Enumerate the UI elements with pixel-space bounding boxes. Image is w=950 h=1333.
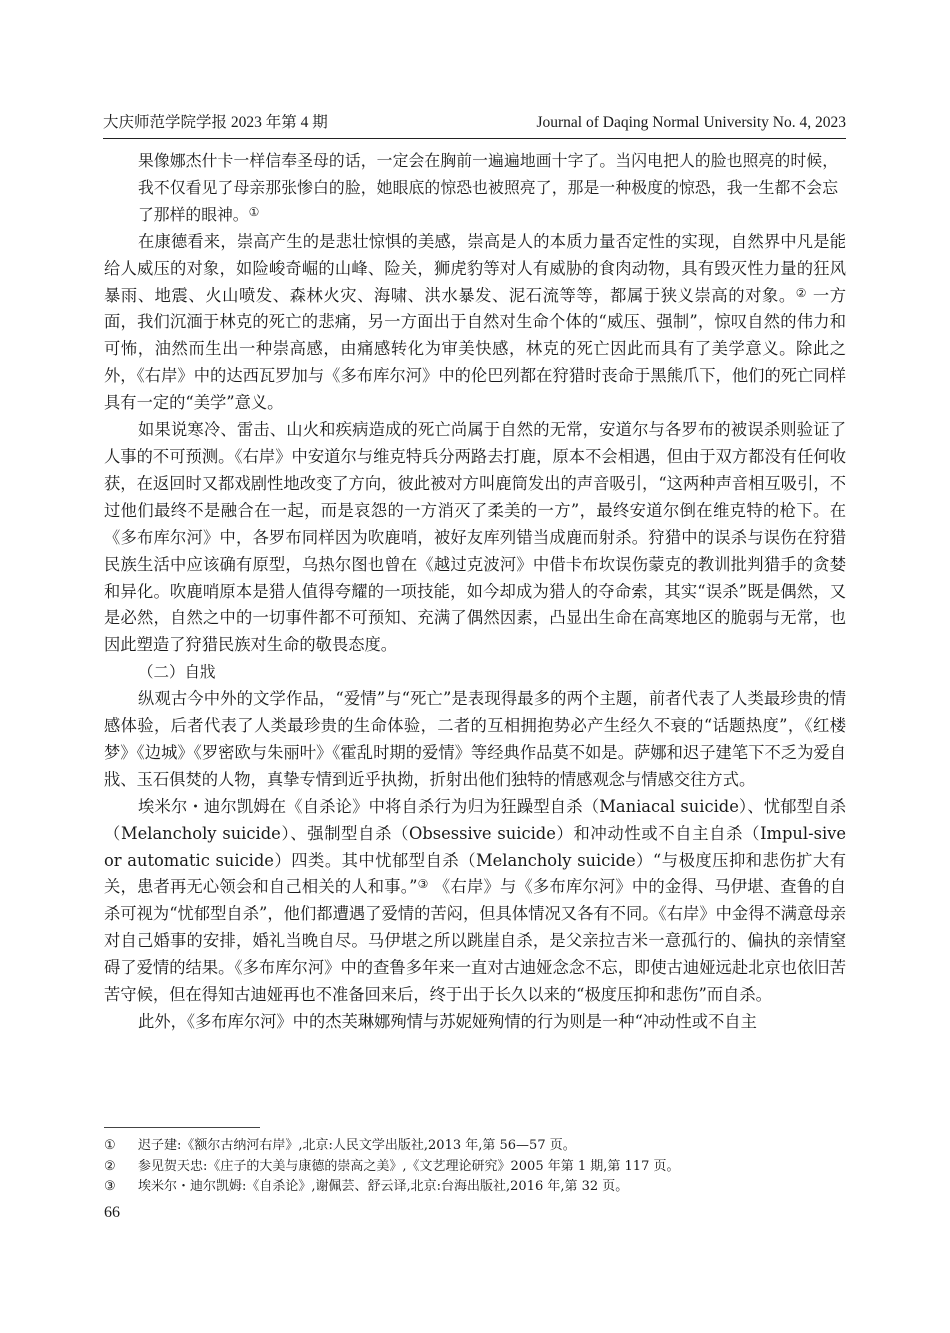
header-rule	[103, 138, 846, 139]
footnote-ref-2[interactable]: ②	[795, 285, 808, 300]
footnote-rule	[104, 1127, 260, 1128]
footnote-text: 参见贺天忠:《庄子的大美与康德的崇高之美》,《文艺理论研究》2005 年第 1 期,第 117 页。	[138, 1158, 680, 1174]
paragraph-durkheim	[104, 794, 846, 1009]
footnote-mark: ③	[104, 1179, 116, 1194]
footnote-mark: ②	[104, 1158, 116, 1174]
footnote-ref-1[interactable]: ①	[248, 204, 260, 219]
paragraph-text: 埃米尔・迪尔凯姆在《自杀论》中将自杀行为归为狂躁型自杀（Maniacal suicide）、忧郁型自杀（Melancholy suicide）、强制型自杀（Obsessive suicide）和冲动性或不自主自杀（Impul-sive or automatic suicide）四类。其中忧郁型自杀（Melancholy suicide）“与极度压抑和悲伤扩大有关，患者再无心领会和自己相关的人和事。”	[104, 796, 846, 897]
page-number: 66	[104, 1204, 120, 1221]
paragraph-love-death: 纵观古今中外的文学作品，“爱情”与“死亡”是表现得最多的两个主题，前者代表了人类最珍贵的情感体验，后者代表了人类最珍贵的生命体验，二者的互相拥抱势必产生经久不衰的“话题热度”，《红楼梦》《边城》《罗密欧与朱丽叶》《霍乱时期的爱情》等经典作品莫不如是。萨娜和迟子建笔下不乏为爱自戕、玉石俱焚的人物，真挚专情到近乎执拗，折射出他们独特的情感观念与情感交往方式。	[104, 689, 846, 789]
footnotes	[104, 1136, 846, 1198]
header-journal-en: Journal of Daqing Normal University No. 4, 2023	[536, 114, 846, 131]
paragraph-text: 《右岸》与《多布库尔河》中的金得、马伊堪、查鲁的自杀可视为“忧郁型自杀”，他们都遭遇了爱情的苦闷，但具体情况又各有不同。《右岸》中金得不满意母亲对自己婚事的安排，婚礼当晚自尽。马伊堪之所以跳崖自杀，是父亲拉吉米一意孤行的、偏执的亲情窒碍了爱情的结果。《多布库尔河》中的查鲁多年来一直对古迪娅念念不忘，即使古迪娅远赴北京也依旧苦苦守候，但在得知古迪娅再也不准备回来后，终于出于长久以来的“极度压抑和悲伤”而自杀。	[104, 877, 846, 1005]
article-body	[104, 148, 846, 1036]
quote-text: 果像娜杰什卡一样信奉圣母的话，一定会在胸前一遍遍地画十字了。当闪电把人的脸也照亮的时候，我不仅看见了母亲那张惨白的脸，她眼底的惊恐也被照亮了，那是一种极度的惊恐，我一生都不会忘了那样的眼神。	[138, 151, 838, 224]
paragraph-text: 在康德看来，崇高产生的是悲壮惊惧的美感，崇高是人的本质力量否定性的实现，自然界中凡是能给人威压的对象，如险峻奇崛的山峰、险关，狮虎豹等对人有威胁的食肉动物，具有毁灭性力量的狂风暴雨、地震、火山喷发、森林火灾、海啸、洪水暴发、泥石流等等，都属于狭义崇高的对象。	[104, 231, 846, 305]
block-quote	[104, 148, 846, 229]
footnote-text: 迟子建:《额尔古纳河右岸》,北京:人民文学出版社,2013 年,第 56—57 页。	[138, 1138, 576, 1153]
footnote-item	[104, 1177, 846, 1198]
paragraph-text: 一方面，我们沉湎于林克的死亡的悲痛，另一方面出于自然对生命个体的“威压、强制”，惊叹自然的伟力和可怖，油然而生出一种崇高感，由痛感转化为审美快感，林克的死亡因此而具有了美学意义。除此之外，《右岸》中的达西瓦罗加与《多布库尔河》中的伦巴列都在狩猎时丧命于黑熊爪下，他们的死亡同样具有一定的“美学”意义。	[104, 285, 846, 413]
footnote-ref-3[interactable]: ③	[417, 877, 429, 892]
footnote-text: 埃米尔・迪尔凯姆:《自杀论》,谢佩芸、舒云译,北京:台海出版社,2016 年,第 32 页。	[138, 1179, 629, 1194]
header-journal-cn: 大庆师范学院学报 2023 年第 4 期	[103, 114, 328, 131]
paragraph-accidental-killing: 如果说寒冷、雷击、山火和疾病造成的死亡尚属于自然的无常，安道尔与各罗布的被误杀则验证了人事的不可预测。《右岸》中安道尔与维克特兵分两路去打鹿，原本不会相遇，但由于双方都没有任何收获，在返回时又都戏剧性地改变了方向，彼此被对方叫鹿筒发出的声音吸引，“这两种声音相互吸引，不过他们最终不是融合在一起，而是哀怨的一方消灭了柔美的一方”，最终安道尔倒在维克特的枪下。在《多布库尔河》中，各罗布同样因为吹鹿哨，被好友库列错当成鹿而射杀。狩猎中的误杀与误伤在狩猎民族生活中应该确有原型，乌热尔图也曾在《越过克波河》中借卡布坎误伤蒙克的教训批判猎手的贪婪和异化。吹鹿哨原本是猎人值得夸耀的一项技能，如今却成为猎人的夺命索，其实“误杀”既是偶然，又是必然，自然之中的一切事件都不可预知、充满了偶然因素，凸显出生命在高寒地区的脆弱与无常，也因此塑造了狩猎民族对生命的敬畏态度。	[104, 420, 846, 655]
footnote-item	[104, 1157, 846, 1178]
paragraph-closing: 此外，《多布库尔河》中的杰芙琳娜殉情与苏妮娅殉情的行为则是一种“冲动性或不自主	[138, 1012, 757, 1031]
paragraph-kant-sublime	[104, 229, 846, 417]
section-subheading: （二）自戕	[138, 663, 216, 682]
footnote-mark: ①	[104, 1138, 116, 1153]
footnote-item	[104, 1136, 846, 1157]
running-header	[103, 113, 846, 133]
